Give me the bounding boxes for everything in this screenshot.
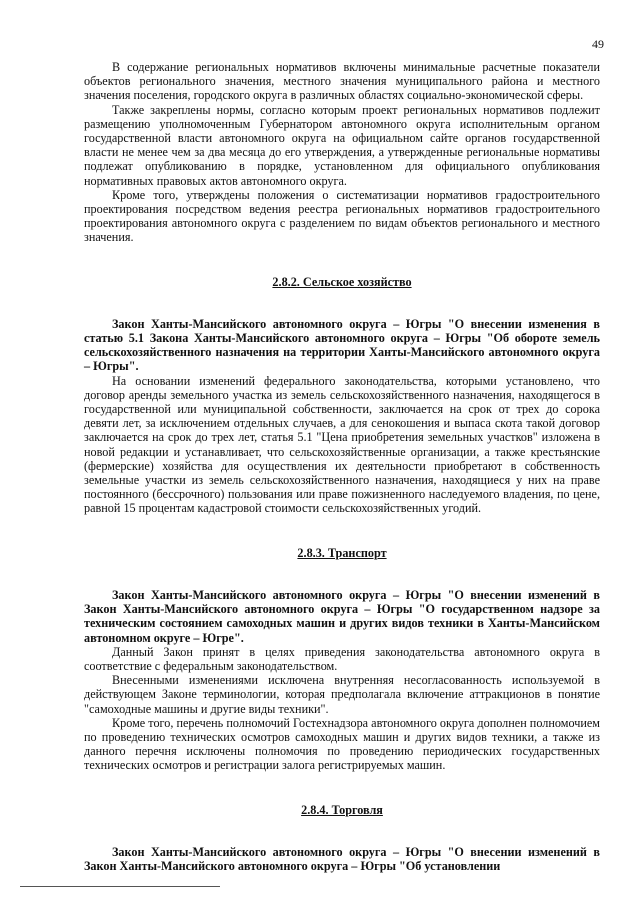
paragraph: Кроме того, утверждены положения о систематизации нормативов градостроительного проектирования посредством ведения реестра региональных нормативов градостроительного проектирования автономного округа с разделением по видам объектов регионального и местного значения.: [84, 187, 600, 245]
paragraph: Также закреплены нормы, согласно которым проект региональных нормативов подлежит размещению уполномоченным Губернатором автономного округа исполнительным органом государственной власти автономного округа на официальном сайте органов государственной власти не менее чем за два месяца до его утверждения, а утвержденные региональные нормативы подлежат опубликованию в порядке, установленном для официального опубликования нормативных правовых актов автономного округа.: [84, 102, 600, 188]
page-content: [84, 60, 600, 873]
paragraph: На основании изменений федерального законодательства, которыми установлено, что договор аренды земельного участка из земель сельскохозяйственного назначения, находящегося в государственной или муниципальной собственности, заключается на срок от трех до сорока девяти лет, за исключением отдельных случаев, а для сенокошения и выпаса скота такой договор заключается на срок до трех лет, статья 5.1 "Цена приобретения земельных участков" изложена в новой редакции и устанавливает, что сельскохозяйственные организации, а также крестьянские (фермерские) хозяйства для осуществления их деятельности приобретают в собственность земельные участки из земель сельскохозяйственного назначения, находящиеся у них на праве постоянного (бессрочного) пользования или праве пожизненного наследуемого владения, по цене, равной 15 процентам кадастровой стоимости сельскохозяйственных угодий.: [84, 373, 600, 516]
paragraph: Данный Закон принят в целях приведения законодательства автономного округа в соответствие с федеральным законодательством.: [84, 644, 600, 673]
law-title: Закон Ханты-Мансийского автономного округа – Югры "О внесении изменения в статью 5.1 Закона Ханты-Мансийского автономного округа – Югры "Об обороте земель сельскохозяйственного назначения на территории Ханты-Мансийского автономного округа – Югры".: [84, 316, 600, 374]
footnote-divider: [20, 886, 220, 887]
section-heading-transport: 2.8.3. Транспорт: [297, 545, 387, 560]
law-title: Закон Ханты-Мансийского автономного округа – Югры "О внесении изменений в Закон Ханты-Мансийского автономного округа – Югры "Об установлении: [84, 844, 600, 873]
paragraph: Внесенными изменениями исключена внутренняя несогласованность используемой в действующем Законе терминологии, которая предполагала включение аттракционов в понятие "самоходные машины и другие виды техники".: [84, 673, 600, 716]
paragraph: В содержание региональных нормативов включены минимальные расчетные показатели объектов регионального значения, местного значения муниципального района и местного значения поселения, городского округа в различных областях социально-экономической сферы.: [84, 60, 600, 103]
paragraph: Кроме того, перечень полномочий Гостехнадзора автономного округа дополнен полномочием по проведению технических осмотров самоходных машин и других видов техники, а также из данного перечня исключены полномочия по проведению периодических государственных технических осмотров и регистрации залога регистрируемых машин.: [84, 715, 600, 773]
law-title: Закон Ханты-Мансийского автономного округа – Югры "О внесении изменений в Закон Ханты-Мансийского автономного округа – Югры "О государственном надзоре за техническим состоянием самоходных машин и других видов техники в Ханты-Мансийском автономном округе – Югре".: [84, 587, 600, 645]
section-heading-agriculture: 2.8.2. Сельское хозяйство: [272, 274, 412, 289]
page-number: 49: [592, 37, 604, 51]
section-heading-trade: 2.8.4. Торговля: [301, 802, 383, 817]
